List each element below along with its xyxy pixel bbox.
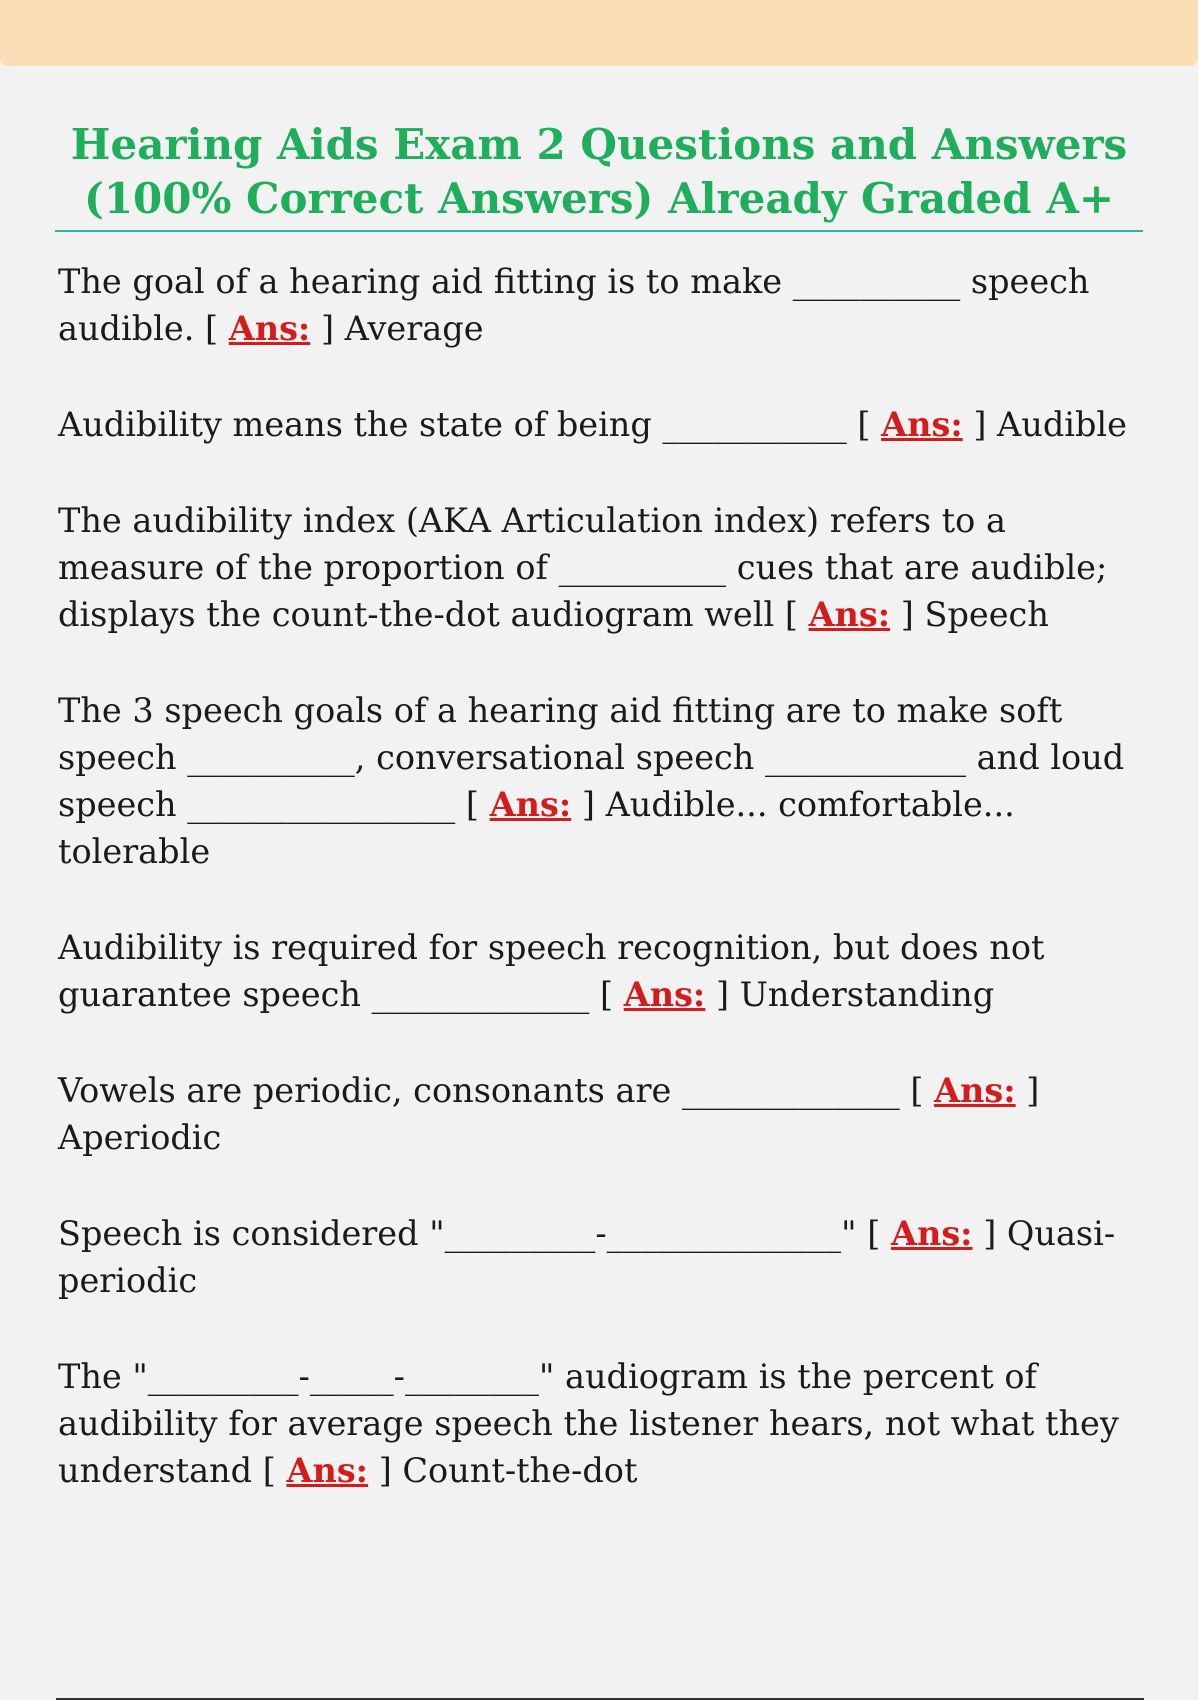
document-title: Hearing Aids Exam 2 Questions and Answers (100% Correct Answers) Already Graded A+ [70, 120, 1128, 223]
answer-text: ] Quasi-periodic [58, 1214, 1116, 1300]
question-text: The "_________-_____-________" audiogram is the percent of audibility for average speech the listener hears, not what they understand [ [58, 1357, 1119, 1490]
qa-item [58, 258, 1143, 352]
qa-item [58, 1210, 1143, 1304]
question-text: The audibility index (AKA Articulation index) refers to a measure of the proportion of __________ cues that are audible; displays the count-the-dot audiogram well [ [58, 501, 1108, 634]
title-block [55, 118, 1143, 232]
answer-label: Ans: [881, 405, 963, 444]
answer-label: Ans: [228, 309, 311, 348]
qa-item [58, 687, 1143, 875]
question-text: Speech is considered "_________-______________" [ [58, 1214, 881, 1253]
question-text: The goal of a hearing aid fitting is to make __________ speech audible. [ [58, 262, 1090, 348]
question-text: Audibility means the state of being ___________ [ [58, 405, 871, 444]
answer-label: Ans: [934, 1071, 1016, 1110]
qa-list [58, 258, 1143, 1543]
qa-item [58, 1353, 1143, 1494]
answer-text: ] Count-the-dot [378, 1451, 638, 1490]
answer-label: Ans: [489, 785, 572, 824]
answer-text: ] Aperiodic [58, 1071, 1040, 1157]
qa-item [58, 497, 1143, 638]
answer-text: ] Understanding [715, 975, 995, 1014]
answer-label: Ans: [623, 975, 706, 1014]
question-text: The 3 speech goals of a hearing aid fitting are to make soft speech __________, conversational speech ____________ and loud speech ________________ [ [58, 691, 1125, 824]
question-text: Audibility is required for speech recognition, but does not guarantee speech _____________ [ [58, 928, 1045, 1014]
qa-item [58, 924, 1143, 1018]
answer-label: Ans: [808, 595, 891, 634]
top-banner [0, 0, 1198, 66]
qa-item [58, 1067, 1143, 1161]
qa-item [58, 401, 1143, 448]
answer-label: Ans: [286, 1451, 369, 1490]
answer-text: ] Speech [900, 595, 1049, 634]
answer-text: ] Audible... comfortable... tolerable [58, 785, 1015, 871]
answer-text: ] Average [320, 309, 484, 348]
answer-text: ] Audible [973, 405, 1127, 444]
question-text: Vowels are periodic, consonants are _____________ [ [58, 1071, 924, 1110]
answer-label: Ans: [890, 1214, 973, 1253]
